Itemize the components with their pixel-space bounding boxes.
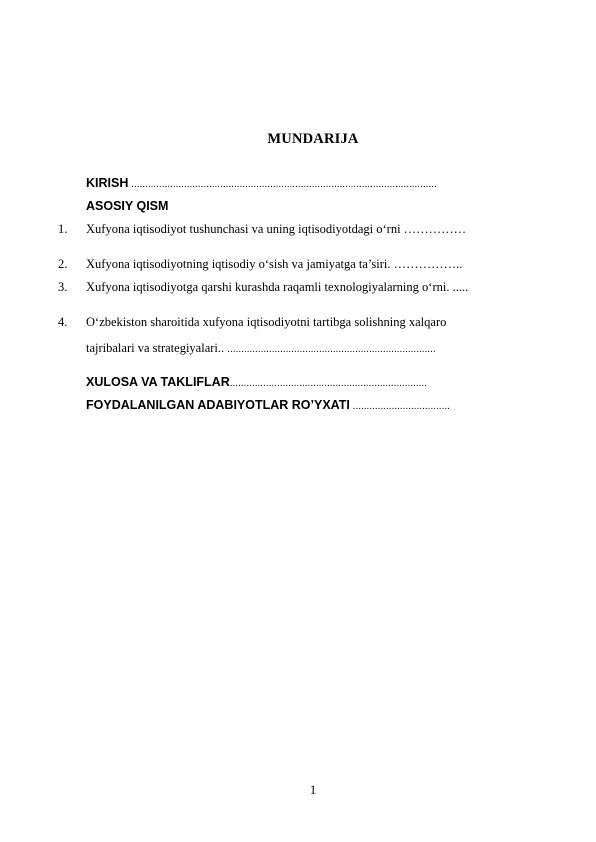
toc-leader-dots: ....................................................................... (229, 378, 428, 389)
toc-section-asosiy-label: ASOSIY QISM (86, 199, 169, 213)
toc-section-asosiy (86, 198, 518, 214)
page-title: MUNDARIJA (267, 131, 359, 147)
toc-entry-2[interactable]: Xufyona iqtisodiyotning iqtisodiy o‘sish va jamiyatga ta’siri. …………….. (86, 257, 463, 271)
toc-item-number: 2. (58, 257, 68, 271)
toc-entry-kirish[interactable] (86, 175, 518, 193)
toc-entry-xulosa-label: XULOSA VA TAKLIFLAR (86, 375, 230, 389)
toc-entry-1[interactable]: Xufyona iqtisodiyot tushunchasi va uning iqtisodiyotdagi o‘rni …………… (86, 222, 467, 236)
toc-item-number: 1. (58, 222, 68, 236)
toc-item-number: 4. (58, 315, 68, 329)
toc-leader-dots: ................................... (349, 401, 450, 412)
toc-entry-4-continued[interactable] (86, 340, 518, 358)
toc-entry-4[interactable]: O‘zbekiston sharoitida xufyona iqtisodiyotni tartibga solishning xalqaro (86, 315, 447, 329)
toc-leader-dots: .............................................................................................................. (128, 179, 437, 190)
toc-entry-xulosa[interactable] (86, 374, 518, 392)
toc-entry-foydalanilgan-label: FOYDALANILGAN ADABIYOTLAR RO’YXATI (86, 398, 350, 412)
toc-entry-kirish-label: KIRISH (86, 176, 129, 190)
toc-entry-3[interactable]: Xufyona iqtisodiyotga qarshi kurashda raqamli texnologiyalarning o‘rni. ..... (86, 280, 469, 294)
page-number: 1 (309, 783, 317, 797)
toc-entry-4-text2: tajribalari va strategiyalari.. (86, 341, 228, 355)
toc-entry-foydalanilgan[interactable] (86, 397, 518, 415)
toc-item-number: 3. (58, 280, 68, 294)
toc-leader-dots: ........................................................................... (227, 344, 436, 355)
